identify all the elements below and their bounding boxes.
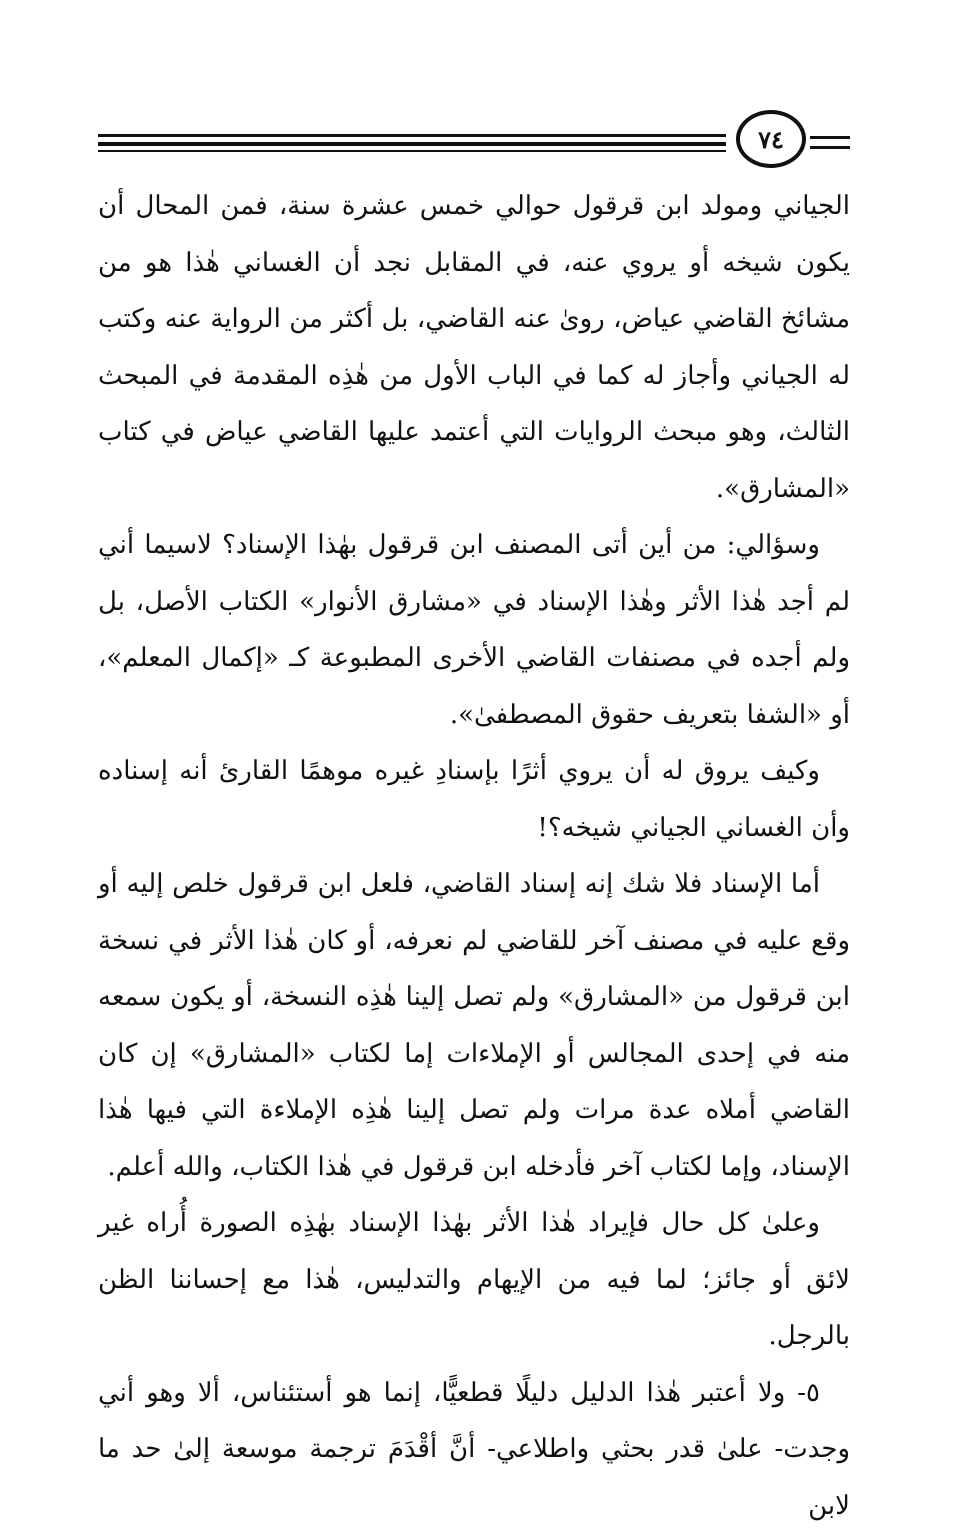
header-rule <box>98 142 726 146</box>
paragraph: وسؤالي: من أين أتى المصنف ابن قرقول بهٰذا الإسناد؟ لاسيما أني لم أجد هٰذا الأثر وهٰذا الإسناد في «مشارق الأنوار» الكتاب الأصل، بل ولم أجده في مصنفات القاضي الأخرى المطبوعة كـ «إكمال المعلم»، أو «الشفا بتعريف حقوق المصطفىٰ». <box>98 517 850 743</box>
header-rule <box>810 136 850 139</box>
header-rule <box>810 146 850 149</box>
paragraph: ٥- ولا أعتبر هٰذا الدليل دليلًا قطعيًّا، إنما هو أستئناس، ألا وهو أني وجدت- علىٰ قدر بحثي واطلاعي- أنَّ أقْدَمَ ترجمة موسعة إلىٰ حد ما لابن <box>98 1365 850 1534</box>
page-header <box>98 110 850 170</box>
paragraph: وعلىٰ كل حال فإيراد هٰذا الأثر بهٰذا الإسناد بهٰذِه الصورة أُراه غير لائق أو جائز؛ لما فيه من الإيهام والتدليس، هٰذا مع إحساننا الظن بالرجل. <box>98 1195 850 1365</box>
page-number: ٧٤ <box>736 110 806 168</box>
paragraph: الجياني ومولد ابن قرقول حوالي خمس عشرة سنة، فمن المحال أن يكون شيخه أو يروي عنه، في المقابل نجد أن الغساني هٰذا هو من مشائخ القاضي عياض، روىٰ عنه القاضي، بل أكثر من الرواية عنه وكتب له الجياني وأجاز له كما في الباب الأول من هٰذِه المقدمة في المبحث الثالث، وهو مبحث الروايات التي أعتمد عليها القاضي عياض في كتاب «المشارق». <box>98 178 850 517</box>
body-text <box>98 178 850 1534</box>
header-rule <box>98 150 726 152</box>
header-rule <box>98 134 726 137</box>
paragraph: أما الإسناد فلا شك إنه إسناد القاضي، فلعل ابن قرقول خلص إليه أو وقع عليه في مصنف آخر للقاضي لم نعرفه، أو كان هٰذا الأثر في نسخة ابن قرقول من «المشارق» ولم تصل إلينا هٰذِه النسخة، أو يكون سمعه منه في إحدى المجالس أو الإملاءات إما لكتاب «المشارق» إن كان القاضي أملاه عدة مرات ولم تصل إلينا هٰذِه الإملاءة التي فيها هٰذا الإسناد، وإما لكتاب آخر فأدخله ابن قرقول في هٰذا الكتاب، والله أعلم. <box>98 856 850 1195</box>
paragraph: وكيف يروق له أن يروي أثرًا بإسنادِ غيره موهمًا القارئ أنه إسناده وأن الغساني الجياني شيخه؟! <box>98 743 850 856</box>
